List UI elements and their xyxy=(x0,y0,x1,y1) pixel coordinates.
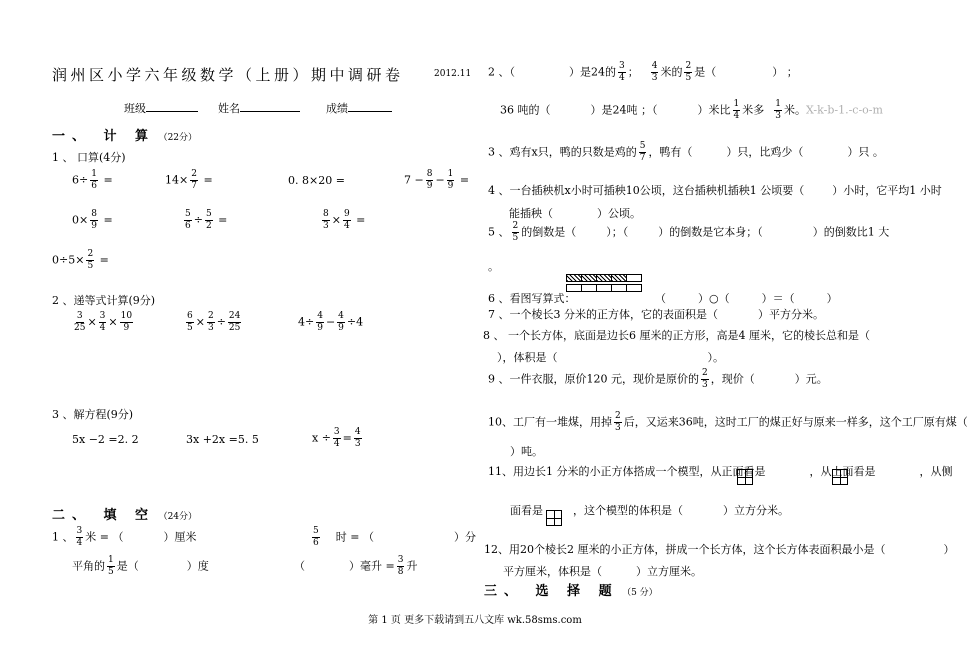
fill-q5-line1: 5 、 $\frac{2}{5}$ 的倒数是（ ）；（ ）的倒数是它本身；（ ）的倒数比1 大 xyxy=(488,221,890,243)
side-view-figure xyxy=(546,510,562,526)
fill-q4-line2: 能插秧（ ）公顷。 xyxy=(509,207,641,220)
fill-q1-line1-right: $\frac{5}{6}$ 时 = （ ）分 xyxy=(313,526,476,548)
fill-q6-blanks: （ ）○（ ）＝（ ） xyxy=(655,292,838,305)
oral-calc-3: 0. 8×20 = xyxy=(288,174,345,187)
fill-q7: 7 、一个棱长3 分米的正方体，它的表面积是（ ）平方分米。 xyxy=(488,308,824,321)
score-field xyxy=(326,100,392,116)
fill-q11-line2: 面看是 ，这个模型的体积是（ ）立方分米。 xyxy=(510,504,789,517)
equation-2: 3x +2x =5. 5 xyxy=(186,433,259,446)
section3-title: 三、 选 择 题 xyxy=(484,584,619,599)
name-label: 姓名 xyxy=(218,102,240,115)
fill-q8-line2: ），体积是（ ）。 xyxy=(497,351,724,364)
q1-label: 1 、 口算(4分) xyxy=(52,151,126,164)
fill-q1-line2: 平角的 $\frac{1}{5}$ 是（ ）度 xyxy=(72,555,209,577)
fill-q8-line1: 8 、 一个长方体，底面是边长6 厘米的正方形，高是4 厘米，它的棱长总和是（ xyxy=(483,329,870,342)
oral-calc-8: 0÷5× $\frac{2}{5}$ = xyxy=(52,249,109,271)
oral-calc-5: 0× $\frac{8}{9}$ = xyxy=(72,209,113,231)
section1-points: （22分） xyxy=(158,133,198,143)
step-calc-3: 4÷ $\frac{4}{9}$ − $\frac{4}{9}$ ÷4 xyxy=(298,311,364,333)
section2-points: （24分） xyxy=(158,512,198,522)
oral-calc-7: $\frac{8}{3}$ × $\frac{9}{4}$ = xyxy=(323,209,366,231)
fill-q2-line1: 2 、（ ）是24的 $\frac{3}{4}$ ； $\frac{4}{3}$ 米的 $\frac{2}{5}$ 是（ ） ； xyxy=(488,61,798,83)
section2-title: 二、 填 空 xyxy=(52,508,156,523)
section3-points: （5 分） xyxy=(622,588,658,598)
section2-heading xyxy=(52,504,197,523)
equation-1: 5x −2 =2. 2 xyxy=(72,433,139,446)
step-calc-2: $\frac{6}{5}$ × $\frac{2}{3}$ ÷ $\frac{24}{25}$ xyxy=(187,311,241,333)
fill-q10-line2: ）吨。 xyxy=(510,445,543,458)
fill-q12-line2: 平方厘米，体积是（ ）立方厘米。 xyxy=(503,565,702,578)
section1-title: 一、 计 算 xyxy=(52,129,156,144)
oral-calc-2: 14× $\frac{2}{7}$ = xyxy=(165,169,213,191)
name-field xyxy=(218,100,300,116)
fill-q1-line2-right: （ ）毫升 = $\frac{3}{8}$ 升 xyxy=(294,555,418,577)
fill-q9: 9 、一件衣服，原价120 元，现价是原价的 $\frac{2}{3}$ ，现价（ ）元。 xyxy=(488,368,828,390)
fill-q5-line2: 。 xyxy=(488,260,499,273)
fill-q6-label: 6 、看图写算式： xyxy=(488,292,576,305)
watermark-text: X-k-b-1.-c-o-m xyxy=(805,103,883,117)
class-blank xyxy=(146,111,198,112)
exam-title: 润州区小学六年级数学（上册）期中调研卷 xyxy=(52,66,404,84)
fill-q11-line1: 11、用边长1 分米的小正方体搭成一个模型，从正面看是 ，从上面看是 ，从侧 xyxy=(488,465,953,478)
fill-q3: 3 、鸡有x只，鸭的只数是鸡的 $\frac{5}{7}$ ，鸭有（ ）只，比鸡少（ ）只 。 xyxy=(488,141,884,163)
oral-calc-6: $\frac{5}{6}$ ÷ $\frac{5}{2}$ = xyxy=(185,209,228,231)
fill-q12-line1: 12、用20个棱长2 厘米的小正方体，拼成一个长方体，这个长方体表面积最小是（ ） xyxy=(484,543,955,556)
exam-date: 2012.11 xyxy=(434,69,472,79)
section1-heading xyxy=(52,125,197,144)
score-label: 成绩 xyxy=(326,102,348,115)
step-calc-1: $\frac{3}{25}$ × $\frac{3}{4}$ × $\frac{10}{9}$ xyxy=(74,311,133,333)
equation-3: x ÷ $\frac{3}{4}$ = $\frac{4}{3}$ xyxy=(312,427,361,449)
class-label: 班级 xyxy=(124,102,146,115)
class-field xyxy=(124,100,198,116)
name-blank xyxy=(240,111,300,112)
q2-label: 2 、递等式计算(9分) xyxy=(52,294,156,307)
score-blank xyxy=(348,111,392,112)
q3-label: 3 、解方程(9分) xyxy=(52,408,134,421)
page-footer: 第 1 页 更多下载请到五八文库 wk.58sms.com xyxy=(368,615,582,626)
top-view-figure xyxy=(832,469,848,485)
oral-calc-4: 7 − $\frac{8}{9}$ − $\frac{1}{9}$ = xyxy=(404,169,470,191)
fill-q10-line1: 10、工厂有一堆煤，用掉 $\frac{2}{3}$ 后，又运来36吨，这时工厂的煤正好与原来一样多，这个工厂原有煤（ xyxy=(488,411,968,433)
section3-heading xyxy=(484,580,658,599)
fill-q2-line2: 36 吨的（ ）是24吨 ；（ ）米比 $\frac{1}{4}$ 米多 $\frac{1}{3}$ 米。X-k-b-1.-c-o-m xyxy=(500,99,883,121)
front-view-figure xyxy=(737,469,753,485)
fill-q1-line1: 1 、 $\frac{3}{4}$ 米 = （ ）厘米 xyxy=(52,526,197,548)
oral-calc-1: 6÷ $\frac{1}{6}$ = xyxy=(72,169,113,191)
fill-q4-line1: 4 、一台插秧机x小时可插秧10公顷，这台插秧机插秧1 公顷要（ ）小时，它平均1 小时 xyxy=(488,184,942,197)
